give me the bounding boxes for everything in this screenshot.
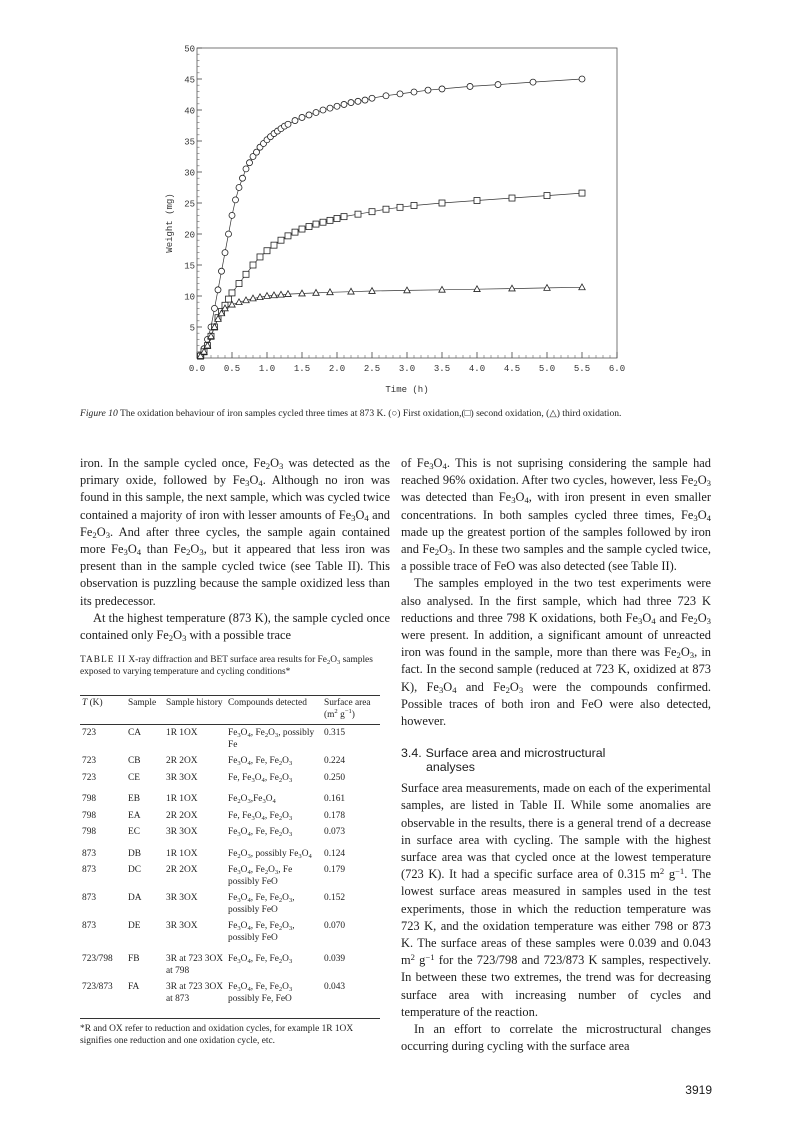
col-header-temperature: T (K)	[82, 698, 103, 708]
table-row	[80, 725, 380, 754]
x-axis-label: Time (h)	[385, 385, 429, 395]
cell-surface-area: 0.315	[324, 728, 346, 738]
triangle-marker	[369, 288, 375, 294]
triangle-marker	[327, 289, 333, 295]
x-tick-label: 4.5	[503, 364, 521, 374]
circle-marker	[243, 166, 249, 172]
cell-surface-area: 0.178	[324, 810, 346, 821]
square-marker	[355, 211, 361, 217]
circle-marker	[327, 105, 333, 111]
cell-history: 2R 2OX	[166, 810, 198, 821]
square-marker	[226, 296, 232, 302]
triangle-marker	[313, 290, 319, 296]
y-axis-label: Weight (mg)	[165, 193, 175, 253]
cell-temperature: 723	[82, 772, 97, 783]
table-caption-text: X-ray diffraction and BET surface area results for $Fe_2O_3$ samples exposed to varying temperature and cycling conditions*	[80, 655, 373, 677]
cell-surface-area: 0.124	[324, 848, 346, 859]
cell-history: 1R 1OX	[166, 728, 198, 738]
square-marker	[250, 262, 256, 268]
circle-marker	[334, 103, 340, 109]
cell-sample: DA	[128, 893, 142, 903]
x-tick-label: 6.0	[608, 364, 626, 374]
cell-compounds: $Fe_3O_4$, $Fe_2O_3$, possibly Fe	[228, 728, 315, 750]
cell-history: 3R 3OX	[166, 893, 198, 903]
series-line-circle	[201, 79, 583, 355]
circle-marker	[226, 231, 232, 237]
square-marker	[334, 216, 340, 222]
table-row	[80, 770, 380, 787]
cell-sample: CA	[128, 728, 142, 738]
table-row	[80, 753, 380, 770]
cell-history: 3R 3OX	[166, 921, 198, 931]
plot-frame	[197, 48, 617, 358]
table-row	[80, 808, 380, 825]
circle-marker	[579, 76, 585, 82]
circle-marker	[439, 86, 445, 92]
triangle-marker	[579, 284, 585, 290]
left-paragraph-2: At the highest temperature (873 K), the sample cycled once contained only $Fe_2O_3$ with a possible trace	[80, 610, 390, 644]
cell-sample: DB	[128, 848, 142, 859]
square-marker	[383, 206, 389, 212]
figure-caption	[80, 408, 720, 420]
cell-compounds: $Fe_2O_3,Fe_3O_4$	[228, 794, 276, 805]
circle-marker	[292, 118, 298, 124]
cell-history: 3R 3OX	[166, 772, 198, 783]
cell-compounds: $Fe_3O_4$, Fe, $Fe_2O_3$, possibly FeO	[228, 893, 295, 915]
circle-marker	[236, 185, 242, 191]
cell-surface-area: 0.224	[324, 756, 346, 766]
table-caption	[80, 654, 380, 678]
square-marker	[509, 195, 515, 201]
circle-marker	[247, 160, 253, 166]
square-marker	[257, 254, 263, 260]
circle-marker	[369, 95, 375, 101]
cell-temperature: 873	[82, 921, 97, 931]
table-row	[80, 946, 380, 979]
square-marker	[397, 204, 403, 210]
cell-history: 1R 1OX	[166, 794, 198, 804]
left-paragraph-1: iron. In the sample cycled once, $Fe_2O_3$ was detected as the primary oxide, followed by $Fe_3O_4$. Although no iron was found in this sample, the next sample, which was cycled twice contained a majority of iron with lesser amounts of $Fe_3O_4$ and $Fe_2O_3$. And after three cycles, the sample again contained more $Fe_3O_4$ than $Fe_2O_3$, but it appeared that less iron was present than in the sample cycled twice (see Table II). This observation is puzzling because the sample oxidized less than its predecessor.	[80, 456, 390, 608]
cell-temperature: 798	[82, 827, 97, 837]
table-row	[80, 890, 380, 918]
square-marker	[278, 237, 284, 243]
section-heading	[401, 746, 711, 774]
circle-marker	[383, 93, 389, 99]
cell-sample: EB	[128, 794, 140, 804]
x-tick-label: 1.5	[293, 364, 311, 374]
square-marker	[243, 271, 249, 277]
triangle-marker	[299, 290, 305, 296]
cell-temperature: 873	[82, 893, 97, 903]
table-row	[80, 824, 380, 841]
triangle-marker	[348, 288, 354, 294]
cell-sample: DE	[128, 921, 141, 931]
col-header-history: Sample history	[166, 698, 223, 708]
page-number: 3919	[685, 1083, 712, 1097]
cell-history: 2R 2OX	[166, 865, 198, 875]
cell-temperature: 723	[82, 728, 97, 738]
col-header-sample: Sample	[128, 698, 157, 708]
circle-marker	[313, 109, 319, 115]
square-marker	[439, 200, 445, 206]
table-row	[80, 841, 380, 863]
circle-marker	[219, 268, 225, 274]
triangle-marker	[509, 285, 515, 291]
cell-history: 3R at 723 3OX at 873	[166, 982, 224, 1004]
cell-temperature: 798	[82, 794, 97, 804]
circle-marker	[411, 89, 417, 95]
square-marker	[299, 226, 305, 232]
figure-caption-text: The oxidation behaviour of iron samples cycled three times at 873 K. (○) First oxidation,(□) second oxidation, (△) third oxidation.	[119, 408, 622, 419]
cell-temperature: 723	[82, 756, 97, 766]
triangle-marker	[544, 285, 550, 291]
x-tick-label: 5.5	[573, 364, 591, 374]
circle-marker	[467, 83, 473, 89]
cell-sample: CB	[128, 756, 141, 766]
circle-marker	[212, 305, 218, 311]
cell-temperature: 798	[82, 810, 97, 821]
circle-marker	[348, 100, 354, 106]
table-row	[80, 979, 380, 1007]
circle-marker	[320, 107, 326, 113]
x-tick-label: 2.0	[328, 364, 346, 374]
cell-temperature: 873	[82, 865, 97, 875]
cell-history: 1R 1OX	[166, 848, 198, 859]
cell-compounds: $Fe_3O_4$, Fe, $Fe_2O_3$	[228, 756, 293, 767]
circle-marker	[355, 98, 361, 104]
square-marker	[271, 242, 277, 248]
x-tick-label: 2.5	[363, 364, 381, 374]
x-tick-label: 5.0	[538, 364, 556, 374]
cell-sample: DC	[128, 865, 142, 875]
cell-compounds: $Fe_3O_4$, Fe, $Fe_2O_3$, possibly FeO	[228, 921, 295, 943]
col-header-surface-area: Surface area ($m^2$ $g^{-1}$)	[324, 698, 371, 720]
y-tick-label: 40	[184, 106, 195, 117]
cell-surface-area: 0.152	[324, 893, 346, 903]
circle-marker	[229, 212, 235, 218]
x-tick-label: 3.5	[433, 364, 451, 374]
right-paragraph-1: of $Fe_3O_4$. This is not suprising considering the sample had reached 96% oxidation. After two cycles, however, less $Fe_2O_3$ was detected than $Fe_3O_4$, with iron present in even smaller concentrations. In both samples cycled three times, $Fe_3O_4$ made up the greatest portion of the samples followed by iron and $Fe_2O_3$. In these two samples and the sample cycled twice, a possible trace of FeO was also detected (see Table II).	[401, 456, 712, 574]
cell-temperature: 723/873	[82, 982, 113, 992]
circle-marker	[222, 250, 228, 256]
square-marker	[327, 217, 333, 223]
square-marker	[236, 281, 242, 287]
circle-marker	[362, 97, 368, 103]
series-line-square	[201, 193, 583, 356]
y-tick-label: 10	[184, 292, 195, 303]
circle-marker	[240, 175, 246, 181]
cell-surface-area: 0.039	[324, 954, 346, 964]
square-marker	[411, 202, 417, 208]
cell-surface-area: 0.161	[324, 794, 346, 804]
circle-marker	[397, 91, 403, 97]
triangle-marker	[439, 286, 445, 292]
x-tick-label: 0.5	[223, 364, 241, 374]
square-marker	[306, 224, 312, 230]
cell-compounds: $Fe_3O_4$, $Fe_2O_3$, Fe possibly FeO	[228, 865, 293, 887]
cell-sample: EA	[128, 810, 141, 821]
cell-compounds: $Fe_2O_3$, possibly $Fe_3O_4$	[228, 848, 312, 860]
col-header-compounds: Compounds detected	[228, 698, 307, 708]
cell-history: 3R at 723 3OX at 798	[166, 954, 224, 976]
cell-temperature: 873	[82, 848, 97, 859]
cell-compounds: $Fe_3O_4$, Fe, $Fe_2O_3$	[228, 954, 293, 965]
square-marker	[474, 198, 480, 204]
y-tick-label: 30	[184, 168, 195, 179]
cell-surface-area: 0.043	[324, 982, 346, 992]
square-marker	[320, 219, 326, 225]
cell-history: 3R 3OX	[166, 827, 198, 837]
cell-surface-area: 0.073	[324, 827, 346, 837]
cell-compounds: Fe, $Fe_3O_4$, $Fe_2O_3$	[228, 772, 293, 784]
square-marker	[369, 209, 375, 215]
y-tick-label: 20	[184, 230, 195, 241]
cell-compounds: $Fe_3O_4$, Fe, $Fe_2O_3$	[228, 827, 293, 838]
x-tick-label: 1.0	[258, 364, 276, 374]
cell-compounds: $Fe_3O_4$, Fe, $Fe_2O_3$ possibly Fe, FeO	[228, 982, 293, 1004]
circle-marker	[233, 197, 239, 203]
right-paragraph-3: Surface area measurements, made on each of the experimental samples, are listed in Table II. While some anomalies are observable in the results, there is a general trend of a decrease in surface area with cycling. The sample with the highest surface area was that cycled once at the lowest temperature (723 K). It had a specific surface area of 0.315 $m^2$ $g^{-1}$. The lowest surface areas measured in samples used in the test experiments, those in which the reduction temperature was 723 K, and the oxidation temperature was either 798 or 873 K. The surface areas of these samples were 0.039 and 0.043 $m^2$ $g^{-1}$ for the 723/798 and 723/873 K samples, respectively. In between these two extremes, the trend was for decreasing surface area with increasing number of cycles and temperature of the reaction.	[401, 781, 712, 1019]
table-footnote: *R and OX refer to reduction and oxidation cycles, for example 1R 1OX signifies one reduction and one oxidation cycle, etc.	[80, 1018, 380, 1047]
right-column	[401, 455, 711, 1056]
oxidation-chart	[140, 40, 640, 400]
square-marker	[544, 193, 550, 199]
cell-history: 2R 2OX	[166, 756, 198, 766]
square-marker	[285, 233, 291, 239]
triangle-marker	[404, 287, 410, 293]
cell-temperature: 723/798	[82, 954, 113, 964]
cell-sample: EC	[128, 827, 140, 837]
circle-marker	[425, 87, 431, 93]
square-marker	[264, 248, 270, 254]
y-tick-label: 15	[184, 261, 195, 272]
table-row	[80, 862, 380, 890]
right-paragraph-4: In an effort to correlate the microstructural changes occurring during cycling with the surface area	[401, 1022, 711, 1054]
cell-sample: CE	[128, 772, 140, 783]
circle-marker	[306, 112, 312, 118]
cell-sample: FA	[128, 982, 140, 992]
square-marker	[313, 221, 319, 227]
cell-surface-area: 0.250	[324, 772, 346, 783]
y-tick-label: 25	[184, 199, 195, 210]
circle-marker	[495, 82, 501, 88]
table-label: TABLE II	[80, 655, 127, 665]
x-tick-label: 3.0	[398, 364, 416, 374]
section-title-line2: analyses	[426, 760, 475, 775]
table-row	[80, 786, 380, 808]
circle-marker	[341, 101, 347, 107]
table-header-row	[80, 696, 380, 725]
square-marker	[341, 214, 347, 220]
cell-compounds: Fe, $Fe_3O_4$, $Fe_2O_3$	[228, 810, 293, 822]
section-title-line1: Surface area and microstructural	[425, 746, 606, 761]
x-tick-label: 4.0	[468, 364, 486, 374]
y-tick-label: 35	[184, 137, 195, 148]
square-marker	[292, 229, 298, 235]
circle-marker	[299, 114, 305, 120]
cell-surface-area: 0.179	[324, 865, 346, 875]
square-marker	[579, 190, 585, 196]
table-row	[80, 918, 380, 946]
y-tick-label: 5	[189, 323, 195, 334]
x-tick-label: 0.0	[188, 364, 206, 374]
triangle-marker	[474, 286, 480, 292]
section-number: 3.4.	[401, 746, 422, 761]
circle-marker	[215, 287, 221, 293]
y-tick-label: 50	[184, 44, 195, 55]
cell-surface-area: 0.070	[324, 921, 346, 931]
triangle-marker	[285, 291, 291, 297]
xrd-bet-table	[80, 695, 380, 1007]
right-paragraph-2: The samples employed in the two test experiments were also analysed. In the first sample, which had three 723 K reductions and three 798 K oxidations, both $Fe_3O_4$ and $Fe_2O_3$ were present. In addition, a significant amount of unreacted iron was found in the sample, more than there was $Fe_2O_3$, in fact. In the second sample (reduced at 723 K, oxidized at 873 K), $Fe_3O_4$ and $Fe_2O_3$ were the compounds confirmed. Possible traces of both iron and FeO were also detected, however.	[401, 576, 711, 729]
cell-sample: FB	[128, 954, 140, 964]
figure-label: Figure 10	[80, 408, 118, 419]
left-column	[80, 455, 390, 644]
y-tick-label: 45	[184, 75, 195, 86]
circle-marker	[530, 79, 536, 85]
circle-marker	[285, 121, 291, 127]
square-marker	[229, 290, 235, 296]
